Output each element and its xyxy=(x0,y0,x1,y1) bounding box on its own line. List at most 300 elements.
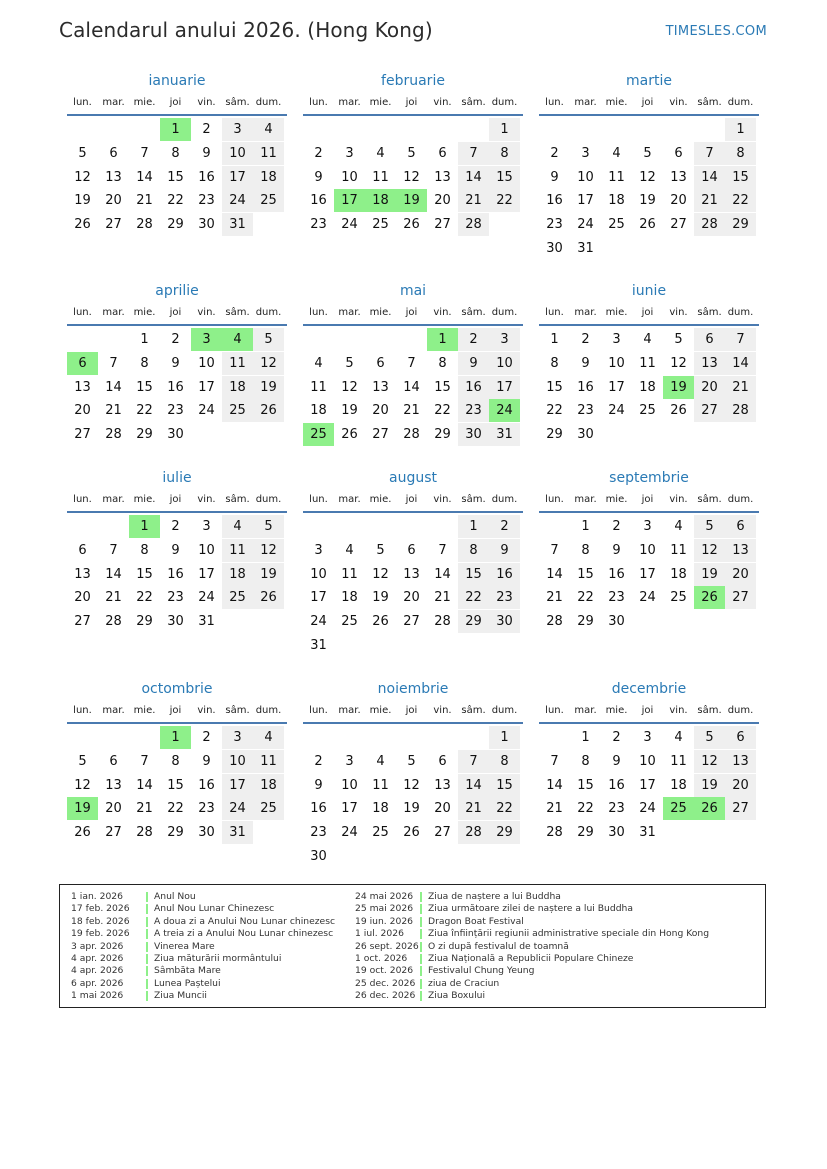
day-cell[interactable]: 4 xyxy=(345,542,354,558)
day-cell[interactable]: 19 xyxy=(253,376,284,399)
day-cell[interactable]: 23 xyxy=(458,399,489,422)
day-cell[interactable]: 25 xyxy=(608,217,625,233)
day-cell[interactable]: 9 xyxy=(612,753,621,769)
day-cell[interactable]: 31 xyxy=(489,423,520,446)
day-cell[interactable]: 14 xyxy=(136,169,153,185)
day-cell[interactable]: 10 xyxy=(198,355,215,371)
day-cell[interactable]: 11 xyxy=(372,777,389,793)
day-cell[interactable]: 18 xyxy=(608,193,625,209)
day-cell[interactable]: 14 xyxy=(403,379,420,395)
day-cell[interactable]: 2 xyxy=(202,730,211,745)
day-cell[interactable]: 20 xyxy=(403,590,420,606)
day-cell[interactable]: 1 xyxy=(581,519,590,534)
day-cell[interactable]: 7 xyxy=(458,750,489,773)
day-cell[interactable]: 2 xyxy=(550,145,559,161)
day-cell[interactable]: 8 xyxy=(581,753,590,769)
day-cell[interactable]: 13 xyxy=(725,539,756,562)
day-cell[interactable]: 29 xyxy=(546,427,563,443)
day-cell[interactable]: 3 xyxy=(643,519,652,534)
day-cell[interactable]: 21 xyxy=(136,801,153,817)
day-cell[interactable]: 12 xyxy=(74,169,91,185)
day-cell[interactable]: 25 xyxy=(303,423,334,446)
day-cell[interactable]: 13 xyxy=(74,379,91,395)
day-cell[interactable]: 9 xyxy=(458,352,489,375)
day-cell[interactable]: 3 xyxy=(222,726,253,749)
day-cell[interactable]: 21 xyxy=(725,376,756,399)
day-cell[interactable]: 6 xyxy=(67,352,98,375)
day-cell[interactable]: 8 xyxy=(550,355,559,371)
day-cell[interactable]: 15 xyxy=(546,379,563,395)
day-cell[interactable]: 26 xyxy=(372,614,389,630)
day-cell[interactable]: 21 xyxy=(434,590,451,606)
day-cell[interactable]: 1 xyxy=(129,515,160,538)
day-cell[interactable]: 30 xyxy=(608,614,625,630)
day-cell[interactable]: 10 xyxy=(341,777,358,793)
day-cell[interactable]: 11 xyxy=(341,566,358,582)
day-cell[interactable]: 18 xyxy=(222,563,253,586)
day-cell[interactable]: 4 xyxy=(222,328,253,351)
day-cell[interactable]: 16 xyxy=(310,193,327,209)
day-cell[interactable]: 1 xyxy=(550,332,559,347)
day-cell[interactable]: 14 xyxy=(458,166,489,189)
day-cell[interactable]: 21 xyxy=(458,797,489,820)
day-cell[interactable]: 18 xyxy=(222,376,253,399)
day-cell[interactable]: 29 xyxy=(434,427,451,443)
day-cell[interactable]: 30 xyxy=(546,241,563,256)
day-cell[interactable]: 25 xyxy=(372,825,389,841)
day-cell[interactable]: 12 xyxy=(694,750,725,773)
day-cell[interactable]: 23 xyxy=(489,586,520,609)
day-cell[interactable]: 14 xyxy=(725,352,756,375)
day-cell[interactable]: 8 xyxy=(489,750,520,773)
day-cell[interactable]: 1 xyxy=(581,730,590,745)
day-cell[interactable]: 7 xyxy=(109,355,118,371)
day-cell[interactable]: 2 xyxy=(314,145,323,161)
day-cell[interactable]: 22 xyxy=(489,797,520,820)
day-cell[interactable]: 18 xyxy=(639,379,656,395)
day-cell[interactable]: 22 xyxy=(489,189,520,212)
day-cell[interactable]: 11 xyxy=(253,750,284,773)
day-cell[interactable]: 22 xyxy=(577,801,594,817)
day-cell[interactable]: 20 xyxy=(725,774,756,797)
day-cell[interactable]: 24 xyxy=(489,399,520,422)
day-cell[interactable]: 6 xyxy=(407,542,416,558)
day-cell[interactable]: 6 xyxy=(109,753,118,769)
day-cell[interactable]: 10 xyxy=(341,169,358,185)
day-cell[interactable]: 26 xyxy=(403,825,420,841)
day-cell[interactable]: 22 xyxy=(136,403,153,419)
day-cell[interactable]: 23 xyxy=(167,590,184,606)
day-cell[interactable]: 2 xyxy=(612,730,621,745)
day-cell[interactable]: 18 xyxy=(372,801,389,817)
day-cell[interactable]: 10 xyxy=(639,753,656,769)
day-cell[interactable]: 8 xyxy=(489,142,520,165)
day-cell[interactable]: 14 xyxy=(694,166,725,189)
day-cell[interactable]: 28 xyxy=(546,614,563,630)
day-cell[interactable]: 2 xyxy=(202,122,211,137)
brand-link[interactable]: TIMESLES.COM xyxy=(665,24,767,39)
day-cell[interactable]: 26 xyxy=(74,217,91,233)
day-cell[interactable]: 2 xyxy=(171,332,180,347)
day-cell[interactable]: 29 xyxy=(489,821,520,844)
day-cell[interactable]: 16 xyxy=(198,777,215,793)
day-cell[interactable]: 25 xyxy=(670,590,687,606)
day-cell[interactable]: 10 xyxy=(608,355,625,371)
day-cell[interactable]: 31 xyxy=(639,825,656,841)
day-cell[interactable]: 9 xyxy=(550,169,559,185)
day-cell[interactable]: 15 xyxy=(458,563,489,586)
day-cell[interactable]: 12 xyxy=(253,352,284,375)
day-cell[interactable]: 9 xyxy=(489,539,520,562)
day-cell[interactable]: 16 xyxy=(198,169,215,185)
day-cell[interactable]: 29 xyxy=(725,213,756,236)
day-cell[interactable]: 25 xyxy=(341,614,358,630)
day-cell[interactable]: 16 xyxy=(608,777,625,793)
day-cell[interactable]: 23 xyxy=(546,217,563,233)
day-cell[interactable]: 30 xyxy=(167,614,184,630)
day-cell[interactable]: 19 xyxy=(694,563,725,586)
day-cell[interactable]: 5 xyxy=(643,145,652,161)
day-cell[interactable]: 25 xyxy=(663,797,694,820)
day-cell[interactable]: 16 xyxy=(167,379,184,395)
day-cell[interactable]: 21 xyxy=(105,403,122,419)
day-cell[interactable]: 8 xyxy=(140,355,149,371)
day-cell[interactable]: 30 xyxy=(167,427,184,443)
day-cell[interactable]: 6 xyxy=(725,726,756,749)
day-cell[interactable]: 17 xyxy=(639,777,656,793)
day-cell[interactable]: 23 xyxy=(310,825,327,841)
day-cell[interactable]: 27 xyxy=(74,427,91,443)
day-cell[interactable]: 9 xyxy=(612,542,621,558)
day-cell[interactable]: 13 xyxy=(434,777,451,793)
day-cell[interactable]: 9 xyxy=(171,355,180,371)
day-cell[interactable]: 16 xyxy=(546,193,563,209)
day-cell[interactable]: 30 xyxy=(489,610,520,633)
day-cell[interactable]: 4 xyxy=(376,753,385,769)
day-cell[interactable]: 10 xyxy=(489,352,520,375)
day-cell[interactable]: 27 xyxy=(372,427,389,443)
day-cell[interactable]: 3 xyxy=(202,519,211,534)
day-cell[interactable]: 7 xyxy=(694,142,725,165)
day-cell[interactable]: 11 xyxy=(608,169,625,185)
day-cell[interactable]: 22 xyxy=(577,590,594,606)
day-cell[interactable]: 4 xyxy=(253,118,284,141)
day-cell[interactable]: 25 xyxy=(222,586,253,609)
day-cell[interactable]: 19 xyxy=(639,193,656,209)
day-cell[interactable]: 10 xyxy=(577,169,594,185)
day-cell[interactable]: 12 xyxy=(403,777,420,793)
day-cell[interactable]: 24 xyxy=(310,614,327,630)
day-cell[interactable]: 20 xyxy=(105,801,122,817)
day-cell[interactable]: 26 xyxy=(74,825,91,841)
day-cell[interactable]: 17 xyxy=(608,379,625,395)
day-cell[interactable]: 9 xyxy=(314,777,323,793)
day-cell[interactable]: 24 xyxy=(341,825,358,841)
day-cell[interactable]: 21 xyxy=(458,189,489,212)
day-cell[interactable]: 11 xyxy=(222,539,253,562)
day-cell[interactable]: 14 xyxy=(546,777,563,793)
day-cell[interactable]: 26 xyxy=(403,217,420,233)
day-cell[interactable]: 19 xyxy=(663,376,694,399)
day-cell[interactable]: 25 xyxy=(222,399,253,422)
day-cell[interactable]: 13 xyxy=(434,169,451,185)
day-cell[interactable]: 13 xyxy=(74,566,91,582)
day-cell[interactable]: 26 xyxy=(639,217,656,233)
day-cell[interactable]: 18 xyxy=(253,166,284,189)
day-cell[interactable]: 6 xyxy=(438,145,447,161)
day-cell[interactable]: 11 xyxy=(310,379,327,395)
day-cell[interactable]: 13 xyxy=(105,169,122,185)
day-cell[interactable]: 7 xyxy=(140,753,149,769)
day-cell[interactable]: 3 xyxy=(222,118,253,141)
day-cell[interactable]: 7 xyxy=(550,542,559,558)
day-cell[interactable]: 23 xyxy=(198,193,215,209)
day-cell[interactable]: 5 xyxy=(674,332,683,347)
day-cell[interactable]: 25 xyxy=(253,189,284,212)
day-cell[interactable]: 23 xyxy=(608,590,625,606)
day-cell[interactable]: 15 xyxy=(167,777,184,793)
day-cell[interactable]: 20 xyxy=(725,563,756,586)
day-cell[interactable]: 25 xyxy=(639,403,656,419)
day-cell[interactable]: 3 xyxy=(314,542,323,558)
day-cell[interactable]: 22 xyxy=(434,403,451,419)
day-cell[interactable]: 17 xyxy=(334,189,365,212)
day-cell[interactable]: 12 xyxy=(74,777,91,793)
day-cell[interactable]: 24 xyxy=(198,403,215,419)
day-cell[interactable]: 17 xyxy=(489,376,520,399)
day-cell[interactable]: 1 xyxy=(458,515,489,538)
day-cell[interactable]: 17 xyxy=(222,166,253,189)
day-cell[interactable]: 19 xyxy=(694,774,725,797)
day-cell[interactable]: 18 xyxy=(341,590,358,606)
day-cell[interactable]: 12 xyxy=(694,539,725,562)
day-cell[interactable]: 3 xyxy=(345,145,354,161)
day-cell[interactable]: 19 xyxy=(396,189,427,212)
day-cell[interactable]: 23 xyxy=(198,801,215,817)
day-cell[interactable]: 19 xyxy=(403,801,420,817)
day-cell[interactable]: 14 xyxy=(105,379,122,395)
day-cell[interactable]: 13 xyxy=(725,750,756,773)
day-cell[interactable]: 5 xyxy=(407,145,416,161)
day-cell[interactable]: 24 xyxy=(639,801,656,817)
day-cell[interactable]: 9 xyxy=(314,169,323,185)
day-cell[interactable]: 9 xyxy=(202,753,211,769)
day-cell[interactable]: 18 xyxy=(670,566,687,582)
day-cell[interactable]: 5 xyxy=(253,515,284,538)
day-cell[interactable]: 6 xyxy=(109,145,118,161)
day-cell[interactable]: 24 xyxy=(608,403,625,419)
day-cell[interactable]: 26 xyxy=(694,586,725,609)
day-cell[interactable]: 12 xyxy=(639,169,656,185)
day-cell[interactable]: 23 xyxy=(310,217,327,233)
day-cell[interactable]: 27 xyxy=(725,586,756,609)
day-cell[interactable]: 18 xyxy=(365,189,396,212)
day-cell[interactable]: 5 xyxy=(345,355,354,371)
day-cell[interactable]: 15 xyxy=(725,166,756,189)
day-cell[interactable]: 7 xyxy=(550,753,559,769)
day-cell[interactable]: 10 xyxy=(222,750,253,773)
day-cell[interactable]: 1 xyxy=(725,118,756,141)
day-cell[interactable]: 4 xyxy=(674,730,683,745)
day-cell[interactable]: 31 xyxy=(198,614,215,630)
day-cell[interactable]: 26 xyxy=(694,797,725,820)
day-cell[interactable]: 4 xyxy=(253,726,284,749)
day-cell[interactable]: 18 xyxy=(670,777,687,793)
day-cell[interactable]: 27 xyxy=(434,217,451,233)
day-cell[interactable]: 11 xyxy=(639,355,656,371)
day-cell[interactable]: 4 xyxy=(314,355,323,371)
day-cell[interactable]: 2 xyxy=(489,515,520,538)
day-cell[interactable]: 2 xyxy=(171,519,180,534)
day-cell[interactable]: 16 xyxy=(310,801,327,817)
day-cell[interactable]: 30 xyxy=(608,825,625,841)
day-cell[interactable]: 25 xyxy=(372,217,389,233)
day-cell[interactable]: 23 xyxy=(167,403,184,419)
day-cell[interactable]: 21 xyxy=(546,590,563,606)
day-cell[interactable]: 7 xyxy=(140,145,149,161)
day-cell[interactable]: 24 xyxy=(198,590,215,606)
day-cell[interactable]: 24 xyxy=(639,590,656,606)
day-cell[interactable]: 5 xyxy=(376,542,385,558)
day-cell[interactable]: 1 xyxy=(140,332,149,347)
day-cell[interactable]: 28 xyxy=(434,614,451,630)
day-cell[interactable]: 27 xyxy=(105,217,122,233)
day-cell[interactable]: 9 xyxy=(202,145,211,161)
day-cell[interactable]: 3 xyxy=(643,730,652,745)
day-cell[interactable]: 14 xyxy=(458,774,489,797)
day-cell[interactable]: 17 xyxy=(198,379,215,395)
day-cell[interactable]: 22 xyxy=(167,193,184,209)
day-cell[interactable]: 2 xyxy=(612,519,621,534)
day-cell[interactable]: 27 xyxy=(725,797,756,820)
day-cell[interactable]: 28 xyxy=(105,427,122,443)
day-cell[interactable]: 28 xyxy=(725,399,756,422)
day-cell[interactable]: 28 xyxy=(546,825,563,841)
day-cell[interactable]: 10 xyxy=(310,566,327,582)
day-cell[interactable]: 24 xyxy=(577,217,594,233)
day-cell[interactable]: 11 xyxy=(372,169,389,185)
day-cell[interactable]: 21 xyxy=(136,193,153,209)
day-cell[interactable]: 25 xyxy=(253,797,284,820)
day-cell[interactable]: 29 xyxy=(458,610,489,633)
day-cell[interactable]: 19 xyxy=(67,797,98,820)
day-cell[interactable]: 15 xyxy=(489,166,520,189)
day-cell[interactable]: 13 xyxy=(403,566,420,582)
day-cell[interactable]: 15 xyxy=(434,379,451,395)
day-cell[interactable]: 10 xyxy=(639,542,656,558)
day-cell[interactable]: 21 xyxy=(403,403,420,419)
day-cell[interactable]: 8 xyxy=(171,145,180,161)
day-cell[interactable]: 14 xyxy=(136,777,153,793)
day-cell[interactable]: 3 xyxy=(612,332,621,347)
day-cell[interactable]: 20 xyxy=(670,193,687,209)
day-cell[interactable]: 26 xyxy=(253,399,284,422)
day-cell[interactable]: 1 xyxy=(489,118,520,141)
day-cell[interactable]: 14 xyxy=(434,566,451,582)
day-cell[interactable]: 5 xyxy=(253,328,284,351)
day-cell[interactable]: 20 xyxy=(434,801,451,817)
day-cell[interactable]: 24 xyxy=(222,797,253,820)
day-cell[interactable]: 16 xyxy=(489,563,520,586)
day-cell[interactable]: 12 xyxy=(253,539,284,562)
day-cell[interactable]: 23 xyxy=(608,801,625,817)
day-cell[interactable]: 27 xyxy=(694,399,725,422)
day-cell[interactable]: 2 xyxy=(458,328,489,351)
day-cell[interactable]: 30 xyxy=(310,849,327,864)
day-cell[interactable]: 29 xyxy=(136,614,153,630)
day-cell[interactable]: 12 xyxy=(670,355,687,371)
day-cell[interactable]: 4 xyxy=(222,515,253,538)
day-cell[interactable]: 17 xyxy=(222,774,253,797)
day-cell[interactable]: 28 xyxy=(136,825,153,841)
day-cell[interactable]: 8 xyxy=(458,539,489,562)
day-cell[interactable]: 22 xyxy=(167,801,184,817)
day-cell[interactable]: 15 xyxy=(136,379,153,395)
day-cell[interactable]: 15 xyxy=(167,169,184,185)
day-cell[interactable]: 28 xyxy=(694,213,725,236)
day-cell[interactable]: 27 xyxy=(670,217,687,233)
day-cell[interactable]: 19 xyxy=(74,193,91,209)
day-cell[interactable]: 31 xyxy=(222,821,253,844)
day-cell[interactable]: 6 xyxy=(78,542,87,558)
day-cell[interactable]: 20 xyxy=(694,376,725,399)
day-cell[interactable]: 20 xyxy=(372,403,389,419)
day-cell[interactable]: 29 xyxy=(136,427,153,443)
day-cell[interactable]: 27 xyxy=(74,614,91,630)
day-cell[interactable]: 11 xyxy=(253,142,284,165)
day-cell[interactable]: 2 xyxy=(581,332,590,347)
day-cell[interactable]: 27 xyxy=(403,614,420,630)
day-cell[interactable]: 6 xyxy=(694,328,725,351)
day-cell[interactable]: 20 xyxy=(434,193,451,209)
day-cell[interactable]: 12 xyxy=(341,379,358,395)
day-cell[interactable]: 15 xyxy=(577,566,594,582)
day-cell[interactable]: 13 xyxy=(670,169,687,185)
day-cell[interactable]: 16 xyxy=(167,566,184,582)
day-cell[interactable]: 16 xyxy=(608,566,625,582)
day-cell[interactable]: 16 xyxy=(577,379,594,395)
day-cell[interactable]: 17 xyxy=(577,193,594,209)
day-cell[interactable]: 11 xyxy=(670,542,687,558)
day-cell[interactable]: 6 xyxy=(674,145,683,161)
day-cell[interactable]: 29 xyxy=(167,217,184,233)
day-cell[interactable]: 10 xyxy=(198,542,215,558)
day-cell[interactable]: 24 xyxy=(222,189,253,212)
day-cell[interactable]: 30 xyxy=(198,217,215,233)
day-cell[interactable]: 15 xyxy=(577,777,594,793)
day-cell[interactable]: 5 xyxy=(407,753,416,769)
day-cell[interactable]: 11 xyxy=(222,352,253,375)
day-cell[interactable]: 23 xyxy=(577,403,594,419)
day-cell[interactable]: 10 xyxy=(222,142,253,165)
day-cell[interactable]: 31 xyxy=(310,638,327,653)
day-cell[interactable]: 7 xyxy=(725,328,756,351)
day-cell[interactable]: 4 xyxy=(612,145,621,161)
day-cell[interactable]: 8 xyxy=(140,542,149,558)
day-cell[interactable]: 4 xyxy=(376,145,385,161)
day-cell[interactable]: 17 xyxy=(639,566,656,582)
day-cell[interactable]: 9 xyxy=(171,542,180,558)
day-cell[interactable]: 12 xyxy=(403,169,420,185)
day-cell[interactable]: 29 xyxy=(167,825,184,841)
day-cell[interactable]: 5 xyxy=(78,753,87,769)
day-cell[interactable]: 1 xyxy=(489,726,520,749)
day-cell[interactable]: 6 xyxy=(725,515,756,538)
day-cell[interactable]: 30 xyxy=(198,825,215,841)
day-cell[interactable]: 1 xyxy=(160,726,191,749)
day-cell[interactable]: 5 xyxy=(694,726,725,749)
day-cell[interactable]: 8 xyxy=(725,142,756,165)
